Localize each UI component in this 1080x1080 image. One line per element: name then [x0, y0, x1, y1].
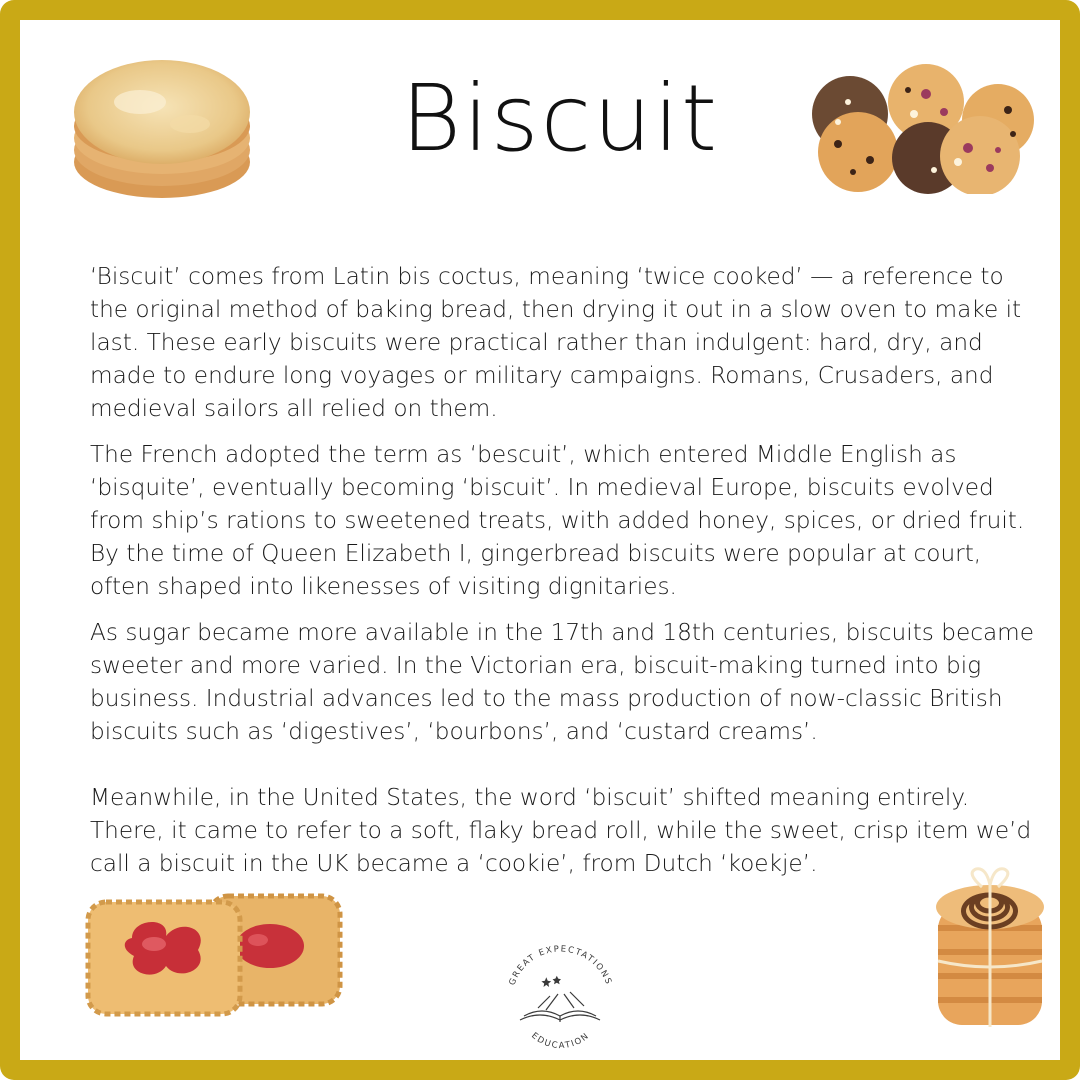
svg-text:EDUCATION	[529, 1031, 592, 1051]
open-book-logo-icon	[498, 938, 623, 1063]
biscuit-stack-icon	[70, 54, 255, 204]
paragraph-united-states: Meanwhile, in the United States, the word ‘biscuit’ shifted meaning entirely. There, it came to refer to a soft, flaky bread roll, while the sweet, crisp item we’d call a biscuit in the UK became a ‘cookie’, from Dutch ‘koekje’.	[90, 784, 1032, 877]
paragraph-french: The French adopted the term as ‘bescuit’, which entered Middle English as ‘bisquite’, eventually becoming ‘biscuit’. In medieval Europe, biscuits evolved from ship’s rations to sweetened treats, with added honey, spices, or dried fruit. By the time of Queen Elizabeth I, gingerbread biscuits were popular at court, often shaped into likenesses of visiting dignitaries.	[90, 441, 1025, 600]
jam-biscuits-icon	[70, 878, 355, 1028]
svg-text:GREAT EXPECTATIONS	[507, 944, 613, 986]
tied-biscuit-stack-icon	[920, 865, 1060, 1035]
article-body	[90, 260, 1040, 893]
page-title: Biscuit	[400, 65, 720, 172]
paragraph-origin: ‘Biscuit’ comes from Latin bis coctus, meaning ‘twice cooked’ — a reference to the original method of baking bread, then drying it out in a slow oven to make it last. These early biscuits were practical rather than indulgent: hard, dry, and made to endure long voyages or military campaigns. Romans, Crusaders, and medieval sailors all relied on them.	[90, 263, 1022, 422]
cookies-pile-icon	[808, 64, 1038, 194]
logo-top-text: GREAT EXPECTATIONS	[507, 944, 614, 987]
paragraph-sugar: As sugar became more available in the 17th and 18th centuries, biscuits became sweeter and more varied. In the Victorian era, biscuit-making turned into big business. Industrial advances led to the mass production of now-classic British biscuits such as ‘digestives’, ‘bourbons’, and ‘custard creams’.	[90, 619, 1035, 745]
logo-bottom-text: EDUCATION	[529, 1030, 592, 1052]
